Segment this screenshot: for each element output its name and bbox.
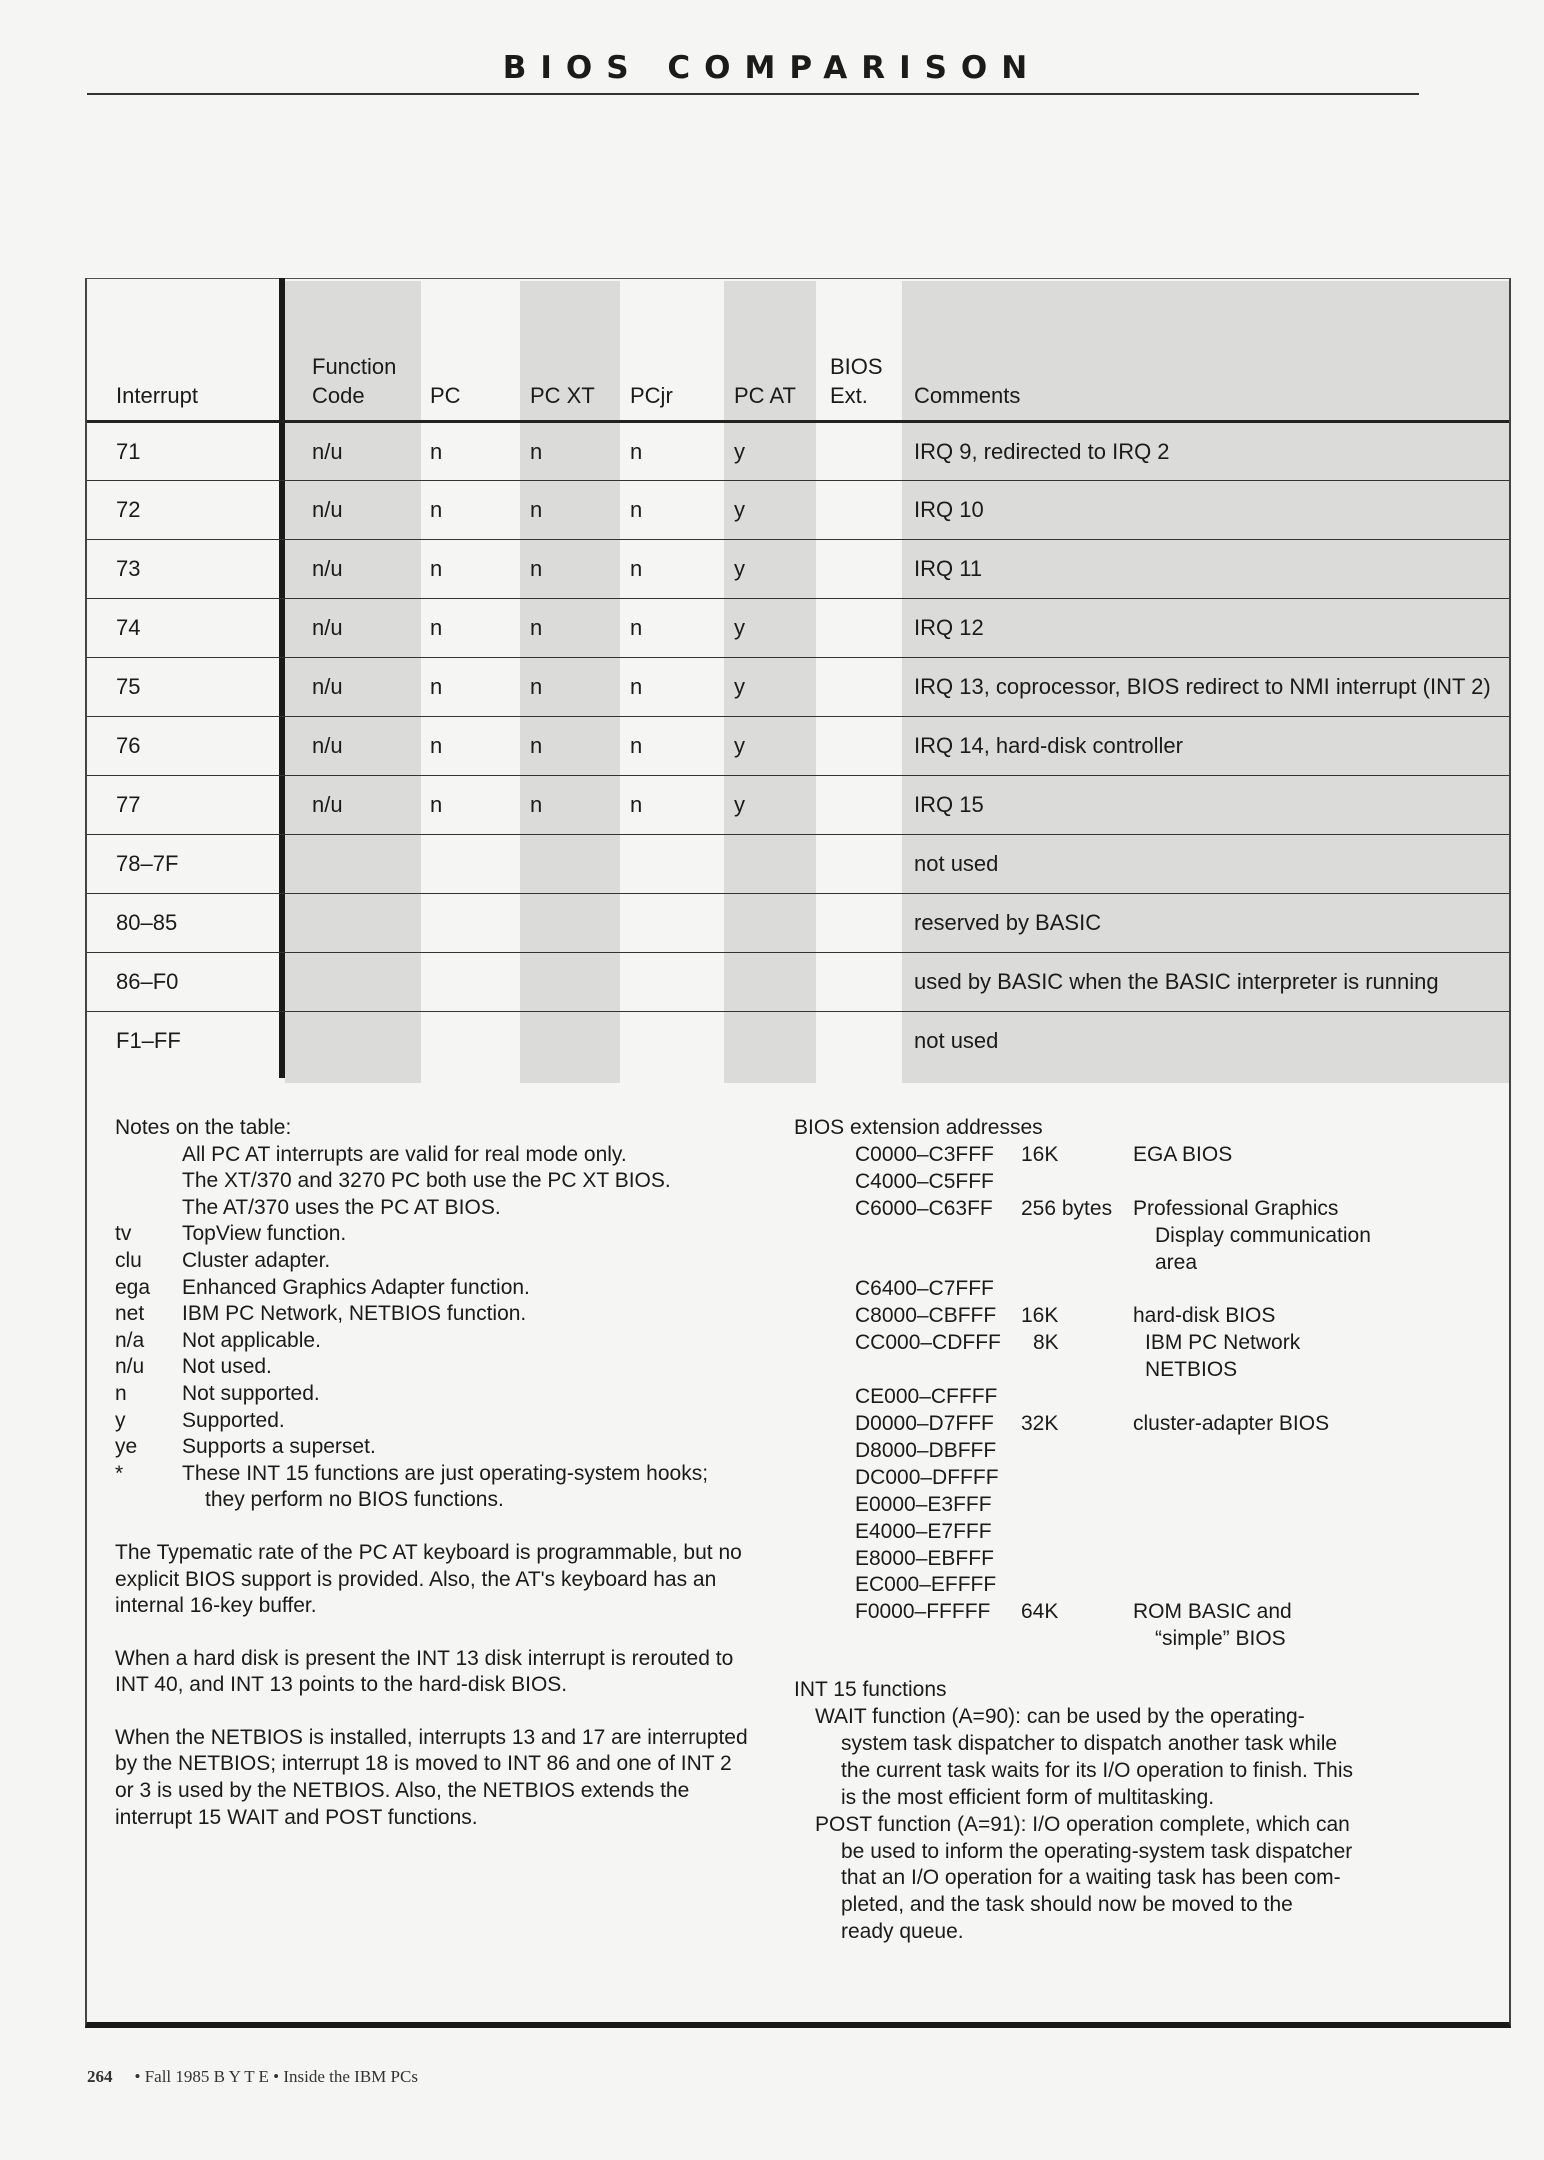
table-cell xyxy=(501,835,601,894)
page-number: 264 xyxy=(87,2067,113,2086)
extension-desc xyxy=(1133,1142,1494,1169)
extension-desc xyxy=(1133,1519,1494,1546)
table-cell: IRQ 10 xyxy=(914,497,984,522)
extension-desc xyxy=(1133,1196,1494,1277)
int15-function xyxy=(794,1812,1494,1947)
extension-row xyxy=(794,1169,1494,1196)
abbreviation-value: Cluster adapter. xyxy=(182,1248,331,1272)
address-range: DC000–DFFFF xyxy=(855,1465,999,1489)
table-notes xyxy=(115,1115,755,1831)
table-cell xyxy=(601,1012,705,1071)
abbreviation xyxy=(115,1381,755,1408)
extension-desc-line: EGA BIOS xyxy=(1133,1142,1233,1166)
int15-first-line: POST function (A=91): I/O operation complete, which can xyxy=(815,1812,1350,1836)
table-cell: 78–7F xyxy=(116,851,179,876)
column-header: Interrupt xyxy=(116,383,198,408)
int15-line: the current task waits for its I/O operation to finish. This xyxy=(841,1758,1353,1782)
bios-extensions xyxy=(794,1115,1494,1946)
table-cell xyxy=(401,894,501,953)
table-row xyxy=(87,481,1509,540)
table-row xyxy=(87,540,1509,599)
table-cell xyxy=(501,1012,601,1071)
table-cell xyxy=(601,953,705,1012)
abbreviation-value: Not applicable. xyxy=(182,1328,321,1352)
extension-size: 64K xyxy=(1021,1600,1059,1624)
notes-heading: Notes on the table: xyxy=(115,1116,292,1139)
int15-first-line: WAIT function (A=90): can be used by the operating- xyxy=(815,1705,1305,1729)
table-cell: y xyxy=(734,497,745,522)
note-paragraph: When a hard disk is present the INT 13 disk interrupt is rerouted to INT 40, and INT 13 points to the hard-disk BIOS. xyxy=(115,1646,734,1697)
column-header: PC xyxy=(430,383,461,408)
int15-heading: INT 15 functions xyxy=(794,1678,947,1702)
title-rule xyxy=(87,93,1419,95)
star-continuation: they perform no BIOS functions. xyxy=(205,1488,504,1512)
column-header: Comments xyxy=(914,383,1021,408)
table-cell: not used xyxy=(914,851,999,876)
address-range: C6400–C7FFF xyxy=(855,1277,994,1301)
extension-size xyxy=(1021,1438,1133,1465)
extension-size xyxy=(1021,1384,1133,1411)
table-row xyxy=(87,953,1509,1012)
table-cell: 80–85 xyxy=(116,910,178,935)
table-cell xyxy=(705,953,801,1012)
table-cell: n xyxy=(530,674,543,699)
extension-desc-line: area xyxy=(1155,1250,1198,1274)
table-cell: n xyxy=(430,674,443,699)
table-cell: 86–F0 xyxy=(116,969,179,994)
note-paragraph: When the NETBIOS is installed, interrupts 13 and 17 are interrupted by the NETBIOS; interrupt 18 is moved to INT 86 and one of INT 2 or 3 is used by the NETBIOS. Also, the NETBIOS extends the interrupt 15 WAIT and POST functions. xyxy=(115,1725,748,1829)
table-cell xyxy=(282,894,401,953)
extension-row xyxy=(794,1492,1494,1519)
table-row xyxy=(87,1012,1509,1071)
table-cell: y xyxy=(734,556,745,581)
column-header: PC XT xyxy=(530,383,595,408)
extension-size: 8K xyxy=(1033,1331,1059,1355)
table-cell: n/u xyxy=(312,674,343,699)
extension-row xyxy=(794,1519,1494,1546)
note-line: The XT/370 and 3270 PC both use the PC XT BIOS. xyxy=(182,1169,671,1193)
address-range: CE000–CFFFF xyxy=(855,1385,998,1409)
column-header: PCjr xyxy=(630,383,673,408)
table-row xyxy=(87,658,1509,717)
table-cell: IRQ 9, redirected to IRQ 2 xyxy=(914,438,1170,464)
table-cell: n xyxy=(430,556,443,581)
table-cell: n xyxy=(430,733,443,758)
address-range: E4000–E7FFF xyxy=(855,1519,992,1543)
table-cell: F1–FF xyxy=(116,1028,181,1054)
abbreviation-value: IBM PC Network, NETBIOS function. xyxy=(182,1302,527,1326)
table-cell: n xyxy=(430,615,443,640)
abbreviation xyxy=(115,1275,755,1302)
extension-size xyxy=(1021,1465,1133,1492)
table-cell: y xyxy=(734,733,745,758)
address-range: EC000–EFFFF xyxy=(855,1573,997,1597)
table-cell: n xyxy=(530,438,543,464)
table-cell: n/u xyxy=(312,556,343,581)
page-title: BIOS COMPARISON xyxy=(502,50,1042,86)
note-line: The AT/370 uses the PC AT BIOS. xyxy=(182,1195,501,1219)
extension-row xyxy=(794,1546,1494,1573)
address-range: C0000–C3FFF xyxy=(855,1142,994,1166)
extension-row xyxy=(794,1384,1494,1411)
table-cell: y xyxy=(734,792,745,817)
extension-size: 32K xyxy=(1021,1411,1059,1435)
extension-size: 16K xyxy=(1021,1142,1059,1166)
table-cell xyxy=(705,1012,801,1071)
address-range: C8000–CBFFF xyxy=(855,1304,997,1328)
extension-desc-line: IBM PC Network xyxy=(1145,1331,1301,1355)
abbreviation xyxy=(115,1408,755,1435)
extension-desc-line: Professional Graphics xyxy=(1133,1196,1339,1220)
extension-size xyxy=(1021,1572,1133,1599)
table-cell: not used xyxy=(914,1028,999,1054)
extension-desc xyxy=(1133,1384,1494,1411)
note-line: All PC AT interrupts are valid for real mode only. xyxy=(182,1142,627,1166)
table-cell: IRQ 14, hard-disk controller xyxy=(914,733,1183,758)
table-cell: y xyxy=(734,674,745,699)
address-range: E0000–E3FFF xyxy=(855,1492,992,1516)
address-range: D0000–D7FFF xyxy=(855,1411,994,1435)
abbreviation-key: ega xyxy=(115,1275,151,1299)
table-cell: IRQ 12 xyxy=(914,615,984,640)
extension-row xyxy=(794,1303,1494,1330)
int15-line: ready queue. xyxy=(841,1920,964,1944)
table-cell: 76 xyxy=(116,733,141,758)
abbreviation-key: net xyxy=(115,1302,145,1326)
table-cell xyxy=(401,835,501,894)
int15-line: that an I/O operation for a waiting task has been com- xyxy=(841,1866,1341,1890)
extension-desc-line: cluster-adapter BIOS xyxy=(1133,1411,1330,1435)
extension-size xyxy=(1021,1519,1133,1546)
abbreviation xyxy=(115,1221,755,1248)
table-cell: IRQ 13, coprocessor, BIOS redirect to NMI interrupt (INT 2) xyxy=(914,674,1491,699)
extension-desc xyxy=(1133,1276,1494,1303)
table-cell xyxy=(282,1012,401,1071)
table-cell: n xyxy=(630,615,643,640)
table-cell xyxy=(801,1012,885,1071)
abbreviation-value: Supports a superset. xyxy=(182,1435,376,1459)
table-cell xyxy=(282,835,401,894)
table-cell: n xyxy=(530,556,543,581)
table-cell: n xyxy=(430,438,443,464)
column-header: PC AT xyxy=(734,383,796,408)
extension-desc-line: hard-disk BIOS xyxy=(1133,1304,1276,1328)
abbreviation-key: clu xyxy=(115,1248,142,1272)
abbreviation-value: These INT 15 functions are just operating-system hooks; xyxy=(182,1461,709,1485)
table-cell: n xyxy=(430,792,443,817)
abbreviation-value: Not used. xyxy=(182,1355,272,1379)
table-cell: 74 xyxy=(116,615,141,640)
abbreviation-key: tv xyxy=(115,1222,132,1246)
extension-desc xyxy=(1133,1465,1494,1492)
table-cell xyxy=(401,1012,501,1071)
table-cell: y xyxy=(734,438,745,464)
int15-line: is the most efficient form of multitasking. xyxy=(841,1785,1215,1809)
table-cell xyxy=(801,540,885,599)
table-cell: used by BASIC when the BASIC interpreter is running xyxy=(914,969,1439,994)
table-cell xyxy=(282,953,401,1012)
table-cell: n/u xyxy=(312,792,343,817)
address-range: D8000–DBFFF xyxy=(855,1438,997,1462)
extension-size xyxy=(1021,1546,1133,1573)
table-row xyxy=(87,835,1509,894)
table-cell: 75 xyxy=(116,674,141,699)
abbreviation xyxy=(115,1461,755,1488)
page-footer xyxy=(87,2067,418,2087)
extension-row xyxy=(794,1599,1494,1653)
abbreviation-key: n/a xyxy=(115,1328,145,1352)
abbreviation xyxy=(115,1434,755,1461)
table-cell: n xyxy=(630,497,643,522)
table-cell xyxy=(801,953,885,1012)
abbreviation-key: n xyxy=(115,1381,127,1405)
table-cell: n xyxy=(630,792,643,817)
extension-desc-line: “simple” BIOS xyxy=(1155,1627,1286,1651)
int15-section xyxy=(794,1677,1494,1946)
table-cell xyxy=(801,835,885,894)
table-cell: 73 xyxy=(116,556,141,581)
table-cell xyxy=(401,953,501,1012)
table-cell: n/u xyxy=(312,615,343,640)
address-range: CC000–CDFFF xyxy=(855,1331,1001,1355)
extension-row xyxy=(794,1465,1494,1492)
table-cell: n xyxy=(630,733,643,758)
table-cell: n xyxy=(530,792,543,817)
extension-desc-line: ROM BASIC and xyxy=(1133,1600,1292,1624)
table-cell xyxy=(501,953,601,1012)
table-cell: n xyxy=(530,733,543,758)
extension-row xyxy=(794,1276,1494,1303)
abbreviation-key: y xyxy=(115,1408,126,1432)
table-cell xyxy=(801,422,885,481)
extension-row xyxy=(794,1196,1494,1277)
table-cell: y xyxy=(734,615,745,640)
extension-desc xyxy=(1133,1492,1494,1519)
int15-function xyxy=(794,1704,1494,1812)
extension-size: 256 bytes xyxy=(1021,1196,1113,1220)
table-cell: n xyxy=(630,674,643,699)
address-range: C4000–C5FFF xyxy=(855,1169,994,1193)
abbreviation-value: Enhanced Graphics Adapter function. xyxy=(182,1275,530,1299)
extension-desc xyxy=(1133,1546,1494,1573)
address-range: F0000–FFFFF xyxy=(855,1600,991,1624)
table-body xyxy=(87,422,1509,1071)
extension-desc xyxy=(1133,1169,1494,1196)
table-row xyxy=(87,894,1509,953)
table-cell xyxy=(801,481,885,540)
table-cell xyxy=(705,835,801,894)
extension-row xyxy=(794,1438,1494,1465)
bios-table xyxy=(87,281,1509,1071)
table-cell: n xyxy=(430,497,443,522)
extension-row xyxy=(794,1142,1494,1169)
note-paragraph: The Typematic rate of the PC AT keyboard is programmable, but no explicit BIOS support is provided. Also, the AT's keyboard has an internal 16-key buffer. xyxy=(115,1540,742,1618)
extension-size xyxy=(1021,1276,1133,1303)
abbreviation xyxy=(115,1301,755,1328)
table-row xyxy=(87,776,1509,835)
extension-row xyxy=(794,1572,1494,1599)
table-cell: n/u xyxy=(312,497,343,522)
column-header: Function Code xyxy=(312,354,397,408)
extension-desc-line: NETBIOS xyxy=(1145,1358,1238,1382)
table-cell xyxy=(601,894,705,953)
table-cell: n/u xyxy=(312,733,343,758)
table-cell: 77 xyxy=(116,792,141,817)
table-cell: reserved by BASIC xyxy=(914,910,1102,935)
extension-desc-line: Display communication xyxy=(1155,1223,1371,1247)
table-row xyxy=(87,599,1509,658)
int15-line: pleted, and the task should now be moved to the xyxy=(841,1893,1293,1917)
table-cell: IRQ 11 xyxy=(914,556,983,581)
abbreviation-value: Supported. xyxy=(182,1408,285,1432)
extension-size xyxy=(1021,1492,1133,1519)
table-row xyxy=(87,422,1509,481)
extension-desc xyxy=(1133,1303,1494,1330)
address-range: E8000–EBFFF xyxy=(855,1546,994,1570)
extension-size xyxy=(1021,1169,1133,1196)
table-cell: IRQ 15 xyxy=(914,792,984,817)
footer-text: • Fall 1985 B Y T E • Inside the IBM PCs xyxy=(134,2067,418,2086)
table-cell: n xyxy=(530,497,543,522)
address-range: C6000–C63FF xyxy=(855,1196,993,1220)
extension-row xyxy=(794,1411,1494,1438)
table-cell xyxy=(705,894,801,953)
table-cell: n xyxy=(630,556,643,581)
abbreviation-value: TopView function. xyxy=(182,1222,347,1246)
extension-desc xyxy=(1133,1411,1494,1438)
int15-line: be used to inform the operating-system task dispatcher xyxy=(841,1839,1353,1863)
table-cell xyxy=(801,894,885,953)
table-cell xyxy=(801,776,885,835)
table-cell: 72 xyxy=(116,497,141,522)
table-cell: n/u xyxy=(312,438,343,464)
table-header xyxy=(87,281,1509,422)
table-cell xyxy=(801,658,885,717)
int15-line: system task dispatcher to dispatch another task while xyxy=(841,1731,1338,1755)
extension-desc xyxy=(1133,1599,1494,1653)
abbreviation-key: n/u xyxy=(115,1355,145,1379)
extension-desc xyxy=(1133,1572,1494,1599)
table-cell xyxy=(601,835,705,894)
table-cell: 71 xyxy=(116,438,141,464)
abbreviation-key: * xyxy=(115,1461,124,1485)
abbreviation xyxy=(115,1248,755,1275)
table-cell xyxy=(501,894,601,953)
abbreviation xyxy=(115,1354,755,1381)
column-header: BIOS Ext. xyxy=(830,354,883,408)
extensions-heading: BIOS extension addresses xyxy=(794,1116,1043,1139)
abbreviation xyxy=(115,1328,755,1355)
abbreviation-key: ye xyxy=(115,1435,138,1459)
abbreviation-value: Not supported. xyxy=(182,1381,320,1405)
extension-desc xyxy=(1145,1330,1494,1384)
table-cell: n xyxy=(630,438,643,464)
table-cell: n xyxy=(530,615,543,640)
table-row xyxy=(87,717,1509,776)
extension-desc xyxy=(1133,1438,1494,1465)
table-cell xyxy=(801,599,885,658)
extension-row xyxy=(794,1330,1494,1384)
table-cell xyxy=(801,717,885,776)
extension-size: 16K xyxy=(1021,1304,1059,1328)
